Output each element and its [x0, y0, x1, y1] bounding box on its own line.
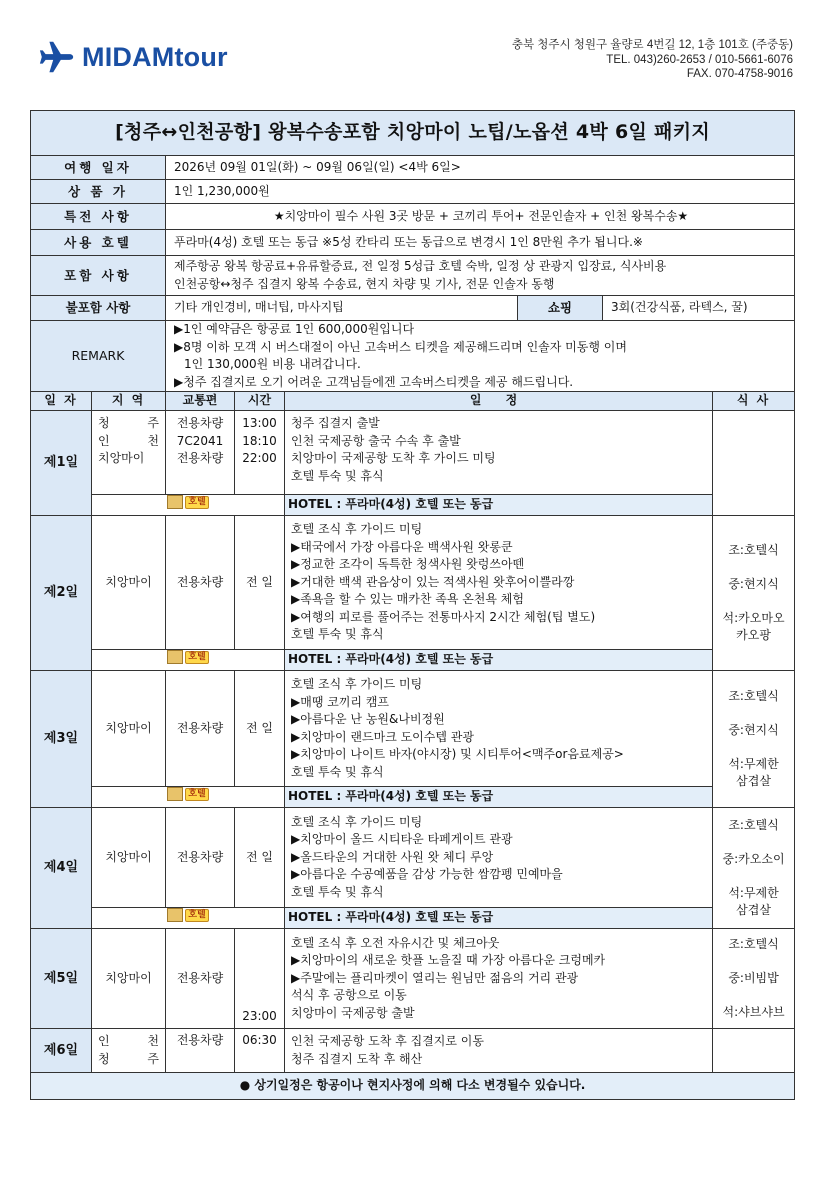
day-regions	[92, 411, 166, 495]
day-times	[235, 671, 285, 787]
day-regions	[92, 516, 166, 650]
schedule-item: ▶주말에는 플리마켓이 열리는 원님만 젊음의 거리 관광	[291, 970, 579, 985]
hotel-badge-cell	[92, 650, 285, 671]
schedule-item: 호텔 투숙 및 휴식	[291, 764, 384, 779]
meal-dinner: 석:카오마오	[722, 611, 785, 625]
schedule-item: 호텔 조식 후 가이드 미팅	[291, 814, 423, 829]
schedule-item: ▶여행의 피로를 풀어주는 전통마사지 2시간 체험(팁 별도)	[291, 609, 596, 624]
hotel-info: HOTEL : 푸라마(4성) 호텔 또는 동급	[285, 787, 713, 808]
brand-logo	[38, 36, 228, 78]
meal-breakfast: 조:호텔식	[728, 689, 779, 703]
meal-lunch: 중:비빔밥	[728, 971, 779, 985]
time-item: 22:00	[242, 451, 277, 465]
hotel-info: HOTEL : 푸라마(4성) 호텔 또는 동급	[285, 908, 713, 929]
itinerary-table	[30, 110, 795, 1100]
day-times	[235, 516, 285, 650]
col-schedule: 일 정	[285, 392, 713, 411]
schedule-item: ▶정교한 조각이 독특한 청색사원 왓렁쓰아뗀	[291, 557, 525, 572]
company-address: 충북 청주시 청원구 율량로 4번길 12, 1층 101호 (주중동)	[511, 39, 793, 51]
schedule-item: ▶아름다운 수공예품을 감상 가능한 쌈깜펭 민예마을	[291, 867, 563, 882]
day-meals	[713, 1029, 795, 1073]
page-title: [청주↔인천공항] 왕복수송포함 치앙마이 노팁/노옵션 4박 6일 패키지	[31, 111, 795, 156]
exclude-value: 기타 개인경비, 매너팁, 마사지팁	[166, 296, 518, 321]
hotel-box-icon	[167, 908, 208, 922]
schedule-item: 호텔 투숙 및 휴식	[291, 884, 384, 899]
hotel-row	[31, 908, 795, 929]
remark-line: ▶1인 예약금은 항공료 1인 600,000원입니다	[174, 322, 415, 336]
hotel-box-icon	[167, 495, 208, 509]
schedule-item: 호텔 조식 후 가이드 미팅	[291, 677, 423, 691]
region-item: 치앙마이	[105, 720, 152, 735]
hotel-badge-cell	[92, 908, 285, 929]
transport-item: 전용차량	[176, 416, 224, 430]
schedule-item: ▶치앙마이 나이트 바자(야시장) 및 시티투어<맥주or음료제공>	[291, 747, 624, 761]
hotel-label: 사용 호텔	[31, 230, 166, 256]
region-item: 청 주	[98, 1051, 159, 1066]
col-region: 지 역	[92, 392, 166, 411]
day-row	[31, 516, 795, 650]
footer-row	[31, 1073, 795, 1100]
hotel-box-icon	[167, 787, 208, 801]
schedule-item: ▶태국에서 가장 아름다운 백색사원 왓롱쿤	[291, 539, 513, 554]
day-transports	[166, 411, 235, 495]
day-times	[235, 808, 285, 908]
transport-item: 7C2041	[176, 433, 224, 448]
day-schedule	[285, 929, 713, 1029]
day-schedule	[285, 1029, 713, 1073]
remark-label: REMARK	[31, 321, 166, 392]
day-label: 제4일	[31, 808, 92, 929]
schedule-item: 인천 국제공항 도착 후 집결지로 이동	[291, 1034, 484, 1048]
hotel-badge-label: 호텔	[185, 909, 208, 922]
day-schedule	[285, 808, 713, 908]
day-times	[235, 411, 285, 495]
page-header	[0, 0, 835, 100]
day-schedule	[285, 411, 713, 495]
shopping-label: 쇼핑	[518, 296, 603, 321]
region-item: 치앙마이	[105, 849, 152, 864]
day-regions	[92, 1029, 166, 1073]
day-regions	[92, 671, 166, 787]
meal-dinner-cont: 삼겹살	[736, 774, 771, 788]
schedule-item: ▶치앙마이 랜드마크 도이수텝 관광	[291, 729, 474, 744]
day-label: 제5일	[31, 929, 92, 1029]
include-label: 포함 사항	[31, 256, 166, 296]
transport-item: 전용차량	[176, 720, 224, 735]
meal-breakfast: 조:호텔식	[728, 543, 779, 557]
schedule-item: ▶거대한 백색 관음상이 있는 적색사원 왓후어이쁠라깡	[291, 574, 575, 589]
region-item: 치앙마이	[98, 451, 145, 465]
remark-value	[166, 321, 795, 392]
meal-dinner: 석:무제한	[728, 757, 779, 771]
day-meals	[713, 411, 795, 516]
schedule-item: 석식 후 공항으로 이동	[291, 988, 407, 1003]
hotel-badge-label: 호텔	[185, 788, 208, 801]
hotel-badge-cell	[92, 787, 285, 808]
transport-item: 전용차량	[176, 451, 224, 465]
schedule-item: ▶아름다운 난 농원&나비정원	[291, 712, 445, 726]
schedule-item: 인천 국제공항 출국 수속 후 출발	[291, 433, 461, 448]
hotel-row	[31, 650, 795, 671]
day-label: 제2일	[31, 516, 92, 671]
transport-item: 전용차량	[176, 970, 224, 985]
hotel-box-icon	[167, 650, 208, 664]
airplane-icon	[38, 38, 76, 76]
meal-dinner: 석:무제한	[728, 886, 779, 900]
schedule-item: 청주 집결지 도착 후 해산	[291, 1051, 423, 1066]
day-row	[31, 808, 795, 908]
remark-line: ▶청주 집결지로 오기 어려운 고객님들에겐 고속버스티켓을 제공 해드립니다.	[174, 374, 574, 389]
remark-line: ▶8명 이하 모객 시 버스대절이 아닌 고속버스 티켓을 제공해드리며 인솔자 미동행 이며	[174, 339, 627, 354]
meal-lunch: 중:현지식	[728, 577, 779, 591]
day-schedule	[285, 671, 713, 787]
time-item: 18:10	[242, 433, 277, 448]
exclude-label: 불포함 사항	[31, 296, 166, 321]
schedule-item: ▶치앙마이의 새로운 핫플 노을질 때 가장 아름다운 크렁메카	[291, 953, 606, 968]
transport-item: 전용차량	[176, 1033, 224, 1047]
schedule-item: 치앙마이 국제공항 출발	[291, 1005, 415, 1020]
special-label: 특전 사항	[31, 204, 166, 230]
hotel-badge-label: 호텔	[185, 496, 208, 509]
schedule-item: 청주 집결지 출발	[291, 416, 380, 430]
company-contact	[512, 38, 793, 82]
price-value: 1인 1,230,000원	[166, 180, 795, 204]
time-item: 전 일	[246, 574, 273, 589]
hotel-row	[31, 495, 795, 516]
schedule-item: 호텔 투숙 및 휴식	[291, 627, 384, 642]
company-fax: FAX. 070-4758-9016	[686, 68, 793, 80]
col-meal: 식 사	[713, 392, 795, 411]
hotel-row	[31, 787, 795, 808]
meal-dinner: 석:샤브샤브	[722, 1005, 785, 1019]
meal-breakfast: 조:호텔식	[728, 937, 779, 951]
day-meals	[713, 516, 795, 671]
date-value: 2026년 09월 01일(화) ~ 09월 06일(일) <4박 6일>	[166, 156, 795, 180]
col-time: 시간	[235, 392, 285, 411]
day-transports	[166, 808, 235, 908]
day-label: 제6일	[31, 1029, 92, 1073]
special-value: ★치앙마이 필수 사원 3곳 방문 + 코끼리 투어+ 전문인솔자 + 인천 왕복수송★	[166, 204, 795, 230]
meal-lunch: 중:카오소이	[722, 852, 785, 866]
schedule-item: ▶올드타운의 거대한 사원 왓 체디 루앙	[291, 849, 494, 864]
schedule-item: ▶족욕을 할 수 있는 매카찬 족욕 온천욕 체험	[291, 592, 524, 607]
price-label: 상 품 가	[31, 180, 166, 204]
remark-line: 1인 130,000원 비용 내려갑니다.	[184, 357, 361, 371]
region-item: 인 천	[98, 1034, 159, 1048]
schedule-item: ▶매땡 코끼리 캠프	[291, 694, 390, 709]
hotel-info: HOTEL : 푸라마(4성) 호텔 또는 동급	[285, 495, 713, 516]
day-transports	[166, 1029, 235, 1073]
col-day: 일 자	[31, 392, 92, 411]
include-value	[166, 256, 795, 296]
day-schedule	[285, 516, 713, 650]
meal-breakfast: 조:호텔식	[728, 818, 779, 832]
include-line: 제주항공 왕복 항공료+유류할증료, 전 일정 5성급 호텔 숙박, 일정 상 관광지 입장료, 식사비용	[174, 259, 667, 273]
day-row	[31, 411, 795, 495]
day-transports	[166, 671, 235, 787]
meal-dinner-cont: 삼겹살	[736, 903, 771, 917]
schedule-item: 호텔 조식 후 가이드 미팅	[291, 522, 423, 537]
day-row	[31, 671, 795, 787]
transport-item: 전용차량	[176, 849, 224, 864]
day-meals	[713, 671, 795, 808]
day-transports	[166, 516, 235, 650]
footer-note: ● 상기일정은 항공이나 현지사정에 의해 다소 변경될수 있습니다.	[31, 1073, 795, 1100]
time-item: 06:30	[242, 1033, 277, 1047]
shopping-value: 3회(건강식품, 라텍스, 꿀)	[603, 296, 795, 321]
include-line: 인천공항↔청주 집결지 왕복 수송료, 현지 차량 및 기사, 전문 인솔자 동행	[174, 276, 555, 291]
region-item: 청 주	[98, 416, 159, 430]
day-times	[235, 1029, 285, 1073]
schedule-item: 호텔 조식 후 오전 자유시간 및 체크아웃	[291, 935, 500, 950]
day-label: 제3일	[31, 671, 92, 808]
day-meals	[713, 808, 795, 929]
schedule-item: 호텔 투숙 및 휴식	[291, 468, 384, 483]
hotel-badge-label: 호텔	[185, 651, 208, 664]
date-label: 여행 일자	[31, 156, 166, 180]
day-regions	[92, 808, 166, 908]
schedule-header-row	[31, 392, 795, 411]
time-item: 13:00	[242, 416, 277, 430]
day-label: 제1일	[31, 411, 92, 516]
hotel-info: HOTEL : 푸라마(4성) 호텔 또는 동급	[285, 650, 713, 671]
meal-dinner-cont: 카오팡	[736, 628, 771, 642]
day-transports	[166, 929, 235, 1029]
region-item: 치앙마이	[105, 574, 152, 589]
col-transport: 교통편	[166, 392, 235, 411]
hotel-value: 푸라마(4성) 호텔 또는 동급 ※5성 칸타리 또는 동급으로 변경시 1인 8만원 추가 됩니다.※	[166, 230, 795, 256]
transport-item: 전용차량	[176, 574, 224, 589]
time-item: 전 일	[246, 720, 273, 735]
time-item: 전 일	[246, 849, 273, 864]
hotel-badge-cell	[92, 495, 285, 516]
schedule-item: 치앙마이 국제공항 도착 후 가이드 미팅	[291, 451, 496, 465]
time-item: 23:00	[242, 1008, 277, 1023]
day-row	[31, 929, 795, 1029]
schedule-item: ▶치앙마이 올드 시티타운 타페게이트 관광	[291, 832, 513, 847]
day-meals	[713, 929, 795, 1029]
region-item: 인 천	[98, 433, 159, 448]
day-times	[235, 929, 285, 1029]
company-tel: TEL. 043)260-2653 / 010-5661-6076	[606, 53, 793, 66]
brand-name: MIDAMtour	[82, 41, 228, 72]
region-item: 치앙마이	[105, 970, 152, 985]
day-regions	[92, 929, 166, 1029]
day-row	[31, 1029, 795, 1073]
meal-lunch: 중:현지식	[728, 723, 779, 737]
